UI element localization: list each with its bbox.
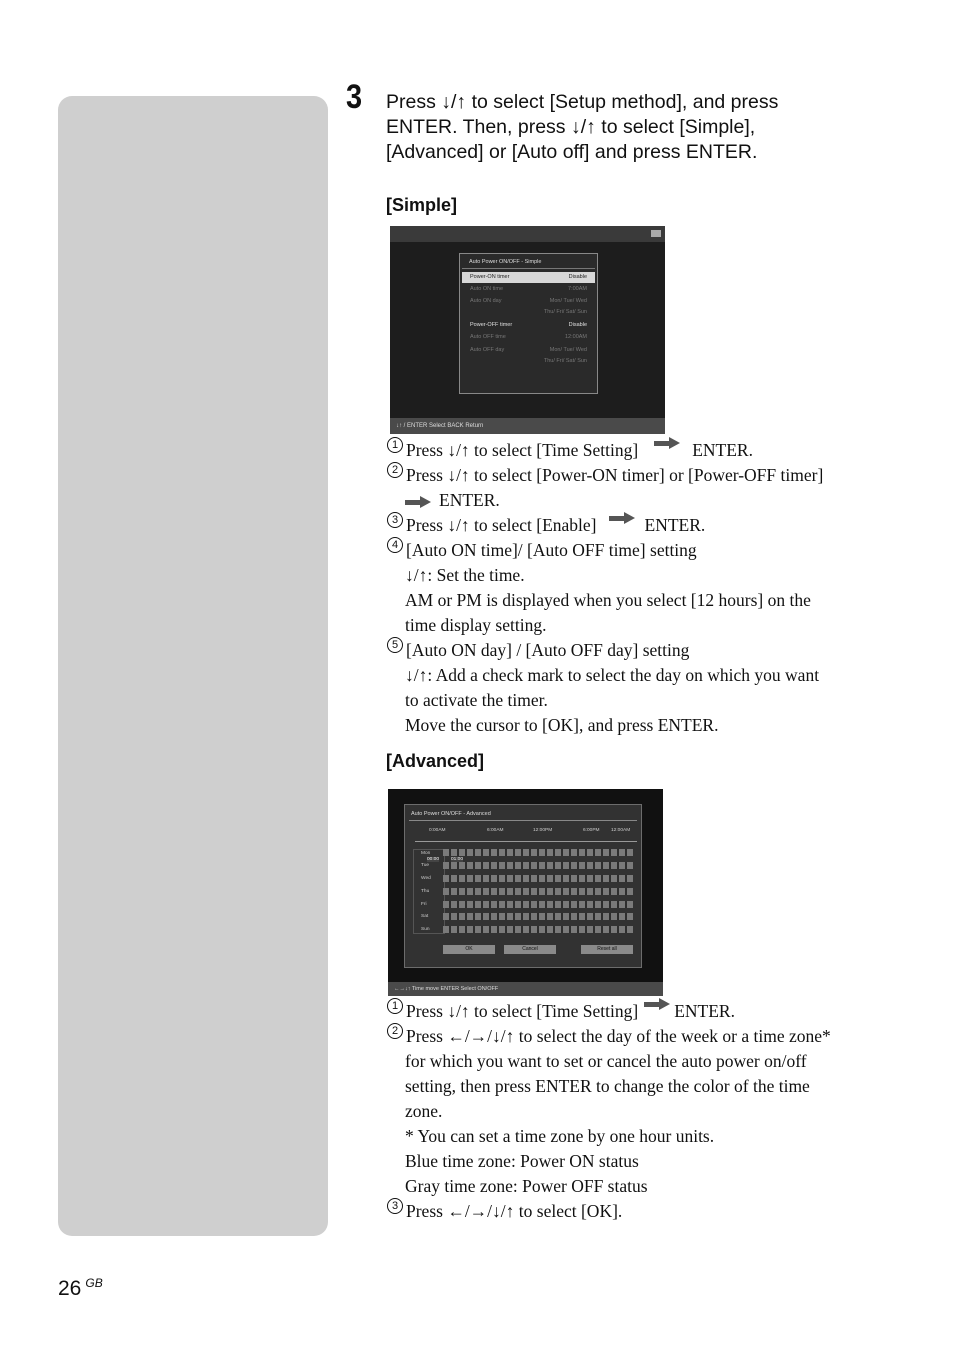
day-label: Fri [421,902,427,907]
ok-button[interactable]: OK [443,945,495,954]
axis-label: 0:00AM [429,828,446,833]
axis-label: 12:00PM [533,828,553,833]
step-line: Press ↓/↑ to select [Setup method], and press [386,91,779,113]
sidebar-panel [58,96,328,1236]
reset-all-button[interactable]: Reset all [581,945,633,954]
time-zone-row[interactable] [443,849,633,856]
setting-row: Auto OFF day Mon/ Tue/ Wed [470,347,587,353]
advanced-heading: [Advanced] [386,751,485,771]
setting-row: Auto ON time 7:00AM [470,286,587,292]
arrow-right-icon [644,999,670,1009]
list-item: 1 Press ↓/↑ to select [Time Setting] ENTER. [386,438,876,463]
simple-settings-panel [459,253,598,394]
advanced-instructions: 1 Press ↓/↑ to select [Time Setting] ENTER. 2 Press ←/→/↓/↑ to select the day of the week or a time zone* for which you want to set or cancel the auto power on/off setting, then press ENTER to change the color of the time zone. * You can set a time zone by one hour units. Blue time zone: Power ON status Gray time zone: Power OFF status 3 Press ←/→/↓/↑ to select [OK]. [386,999,876,1224]
advanced-settings-panel [404,804,642,968]
arrow-right-icon [405,497,431,507]
list-item: 3 Press ↓/↑ to select [Enable] ENTER. [386,513,876,538]
panel-title: Auto Power ON/OFF - Simple [469,259,542,265]
day-label: Sat [421,914,429,919]
simple-instructions: 1 Press ↓/↑ to select [Time Setting] ENTER. 2 Press ↓/↑ to select [Power-ON timer] or [Power-OFF timer] ENTER. 3 Press ↓/↑ to select [Enable] ENTER. 4 [Auto ON time]/ [Auto OFF time] setting ↓/↑: Set the time. AM or PM is displayed when you select [12 hours] on the time display setting. 5 [Auto ON day] / [Auto OFF day] setting ↓/↑: Add a check mark to select the day on which you want to activate the timer. Move the cursor to [OK], and press ENTER. [386,438,876,738]
arrow-right-icon [609,513,635,523]
status-badge [651,230,661,237]
panel-divider [409,820,637,821]
cancel-button[interactable]: Cancel [504,945,556,954]
setting-row: Thu/ Fri/ Sat/ Sun [543,358,587,364]
advanced-screenshot [388,789,663,996]
time-tooltip: 01:00 [451,857,464,862]
axis-label: 12:00AM [611,828,631,833]
list-item: 2 Press ←/→/↓/↑ to select the day of the week or a time zone* [386,1024,876,1049]
step-instruction [386,90,826,165]
time-zone-row[interactable] [443,913,633,920]
list-item: 4 [Auto ON time]/ [Auto OFF time] setting [386,538,876,563]
arrow-right-icon [654,438,680,448]
time-axis [415,835,637,842]
axis-label: 6:00AM [487,828,504,833]
setting-row: Auto OFF time 12:00AM [470,334,587,340]
step-line: [Advanced] or [Auto off] and press ENTER. [386,141,758,163]
screen-footer: ↓↑ / ENTER Select BACK Return [390,418,665,434]
time-zone-row[interactable] [443,926,633,933]
screen-footer: ←→↓↑ Time move ENTER Select ON/OFF [388,982,663,996]
axis-label: 6:00PM [583,828,600,833]
setting-row: Thu/ Fri/ Sat/ Sun [543,309,587,315]
day-label: Tue [421,863,430,868]
day-label: Mon [421,851,431,856]
screen-top-bar [390,226,665,242]
day-label: Thu [421,889,430,894]
page-number: 26 $^{GB}$ [58,1276,103,1300]
time-zone-row[interactable] [443,901,633,908]
simple-screenshot [390,226,665,434]
setting-row: Power-OFF timer Disable [470,322,587,328]
panel-divider [462,268,595,269]
day-label: Wed [421,876,431,881]
step-number: 3 [346,78,363,116]
setting-row: Auto ON day Mon/ Tue/ Wed [470,298,587,304]
time-zone-row[interactable] [443,862,633,869]
step-line: ENTER. Then, press ↓/↑ to select [Simple], [386,116,756,138]
day-label: Sun [421,927,430,932]
setting-row: Power-ON timer Disable [462,272,595,283]
panel-title: Auto Power ON/OFF - Advanced [411,811,491,817]
list-item: 3 Press ←/→/↓/↑ to select [OK]. [386,1199,876,1224]
time-zone-row[interactable] [443,875,633,882]
time-zone-row[interactable] [443,888,633,895]
list-item: 1 Press ↓/↑ to select [Time Setting] ENTER. [386,999,876,1024]
time-tooltip: 00:00 [427,857,440,862]
list-item: 5 [Auto ON day] / [Auto OFF day] setting [386,638,876,663]
simple-heading: [Simple] [386,195,458,215]
list-item: 2 Press ↓/↑ to select [Power-ON timer] or [Power-OFF timer] [386,463,876,488]
